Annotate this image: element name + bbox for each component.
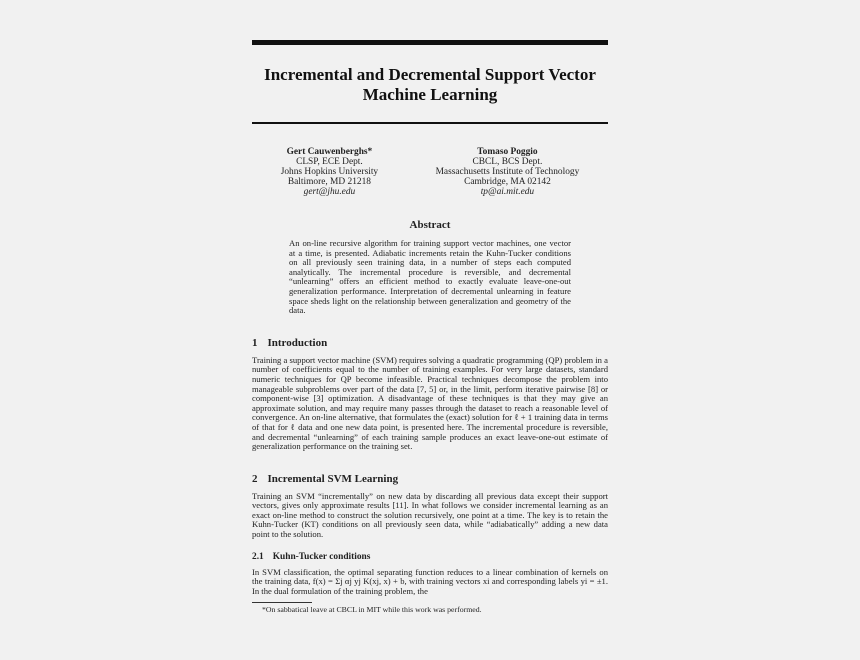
abstract-text: An on-line recursive algorithm for training support vector machines, one vector at a time, is presented. Adiabatic increments retain the Kuhn-Tucker conditions on all previously seen training data, in a number of steps each computed analytically. The incremental procedure is reversible, and decremental “unlearning” offers an efficient method to exactly evaluate leave-one-out generalization performance. Interpretation of decremental unlearning in feature space sheds light on the relationship between generalization and geometry of the data.: [289, 238, 571, 316]
section-title: Introduction: [267, 336, 328, 349]
incremental-svm-paragraph: Training an SVM “incrementally” on new data by discarding all previous data except their support vectors, gives only approximate results [11]. In what follows we consider incremental learning as an exact on-line method to construct the solution recursively, one point at a time. The key is to retain the Kuhn-Tucker (KT) conditions on all previously seen data, while “adiabatically” adding a new data point to the solution.: [252, 490, 608, 540]
author-email: gert@jhu.edu: [303, 187, 356, 197]
author-1: [281, 147, 378, 197]
author-institution: Massachusetts Institute of Technology: [435, 167, 580, 177]
author-name: Tomaso Poggio: [477, 147, 538, 157]
title-line-1: Incremental and Decremental Support Vector: [264, 65, 596, 84]
author-location: Cambridge, MA 02142: [464, 177, 551, 187]
section-heading-introduction: [252, 337, 608, 349]
author-location: Baltimore, MD 21218: [287, 177, 371, 187]
paper-page: [252, 40, 608, 614]
author-email: tp@ai.mit.edu: [480, 187, 535, 197]
author-name: Gert Cauwenberghs*: [286, 147, 373, 157]
title-bottom-rule: [252, 122, 608, 124]
section-title: Incremental SVM Learning: [267, 472, 399, 485]
author-dept: CBCL, BCS Dept.: [472, 157, 543, 167]
author-dept: CLSP, ECE Dept.: [296, 157, 363, 167]
section-number: 1: [252, 336, 258, 349]
kuhn-tucker-paragraph: In SVM classification, the optimal separating function reduces to a linear combination of kernels on the training data, f(x) = Σj αj yj K(xj, x) + b, with training vectors xi and corresponding labels yi = ±1. In the dual formulation of the training problem, the: [252, 566, 608, 596]
subsection-heading-kuhn-tucker: [252, 552, 608, 562]
abstract-heading: Abstract: [409, 219, 451, 231]
top-rule: [252, 40, 608, 45]
introduction-paragraph: Training a support vector machine (SVM) requires solving a quadratic programming (QP) problem in a number of coefficients equal to the number of training examples. For very large datasets, standard numeric techniques for QP become infeasible. Practical techniques decompose the problem into manageable subproblems over part of the data [7, 5] or, in the limit, perform iterative pairwise [8] or component-wise [3] optimization. A disadvantage of these techniques is that they may give an approximate solution, and may require many passes through the dataset to reach a reasonable level of convergence. An on-line alternative, that formulates the (exact) solution for ℓ + 1 training data in terms of that for ℓ data and one new data point, is presented here. The incremental procedure is reversible, and decremental “unlearning” of each training sample produces an exact leave-one-out estimate of generalization performance on the training set.: [252, 354, 608, 452]
author-2: [436, 147, 580, 197]
paper-title: [252, 65, 608, 105]
section-heading-incremental-svm: [252, 473, 608, 485]
authors-block: [252, 147, 608, 197]
subsection-title: Kuhn-Tucker conditions: [272, 551, 371, 562]
title-line-2: Machine Learning: [362, 85, 498, 104]
section-number: 2: [252, 472, 258, 485]
subsection-number: 2.1: [252, 551, 264, 562]
footnote: *On sabbatical leave at CBCL in MIT while this work was performed.: [262, 605, 482, 615]
footnote-rule: [252, 602, 312, 603]
author-institution: Johns Hopkins University: [280, 167, 379, 177]
